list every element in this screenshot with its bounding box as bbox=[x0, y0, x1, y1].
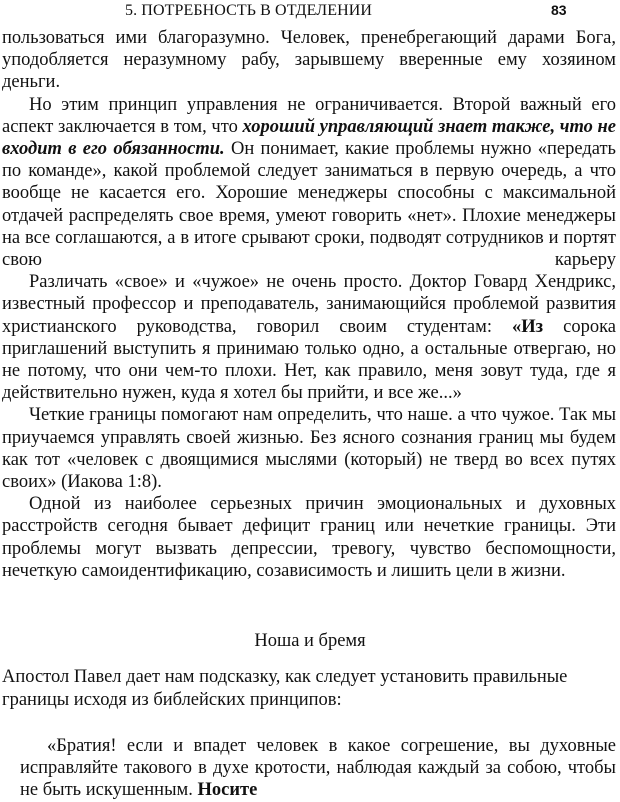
paragraph-3 bbox=[2, 271, 616, 404]
section-intro: Апостол Павел дает нам подсказку, как следует установить правильные границы исходя из библейских принципов: bbox=[2, 667, 568, 710]
paragraph-2-text-start: Но этим принцип управления не ограничивается. Второй важный его аспект заключается в том, что bbox=[2, 94, 616, 137]
scripture-quote-text: «Братия! если и впадет человек в какое согрешение, вы духовные исправляйте такового в духе кротости, наблюдая каждый за собою, чтобы не быть искушенным. bbox=[20, 736, 616, 801]
paragraph-1-text: пользоваться ими благоразумно. Человек, пренебрегающий дарами Бога, уподобляется неразумному рабу, зарывшему вверенные ему хозяином деньги. bbox=[2, 28, 616, 93]
paragraph-5-text: Одной из наиболее серьезных причин эмоциональных и духовных расстройств сегодня бывает дефицит границ или нечеткие границы. Эти проблемы могут вызвать депрессии, тревогу, чувство беспомощности, нечеткую самоидентификацию, созависимость и лишить цели в жизни. bbox=[2, 494, 616, 581]
scripture-quote-strong: Носите bbox=[197, 780, 258, 801]
paragraph-2-text-end: Он понимает, какие проблемы нужно «передать по команде», какой проблемой следует заниматься в первую очередь, а что вообще не касается его. Хорошие менеджеры способны с максимальной отдачей распределять свое время, умеют говорить «нет». Плохие менеджеры на все соглашаются, а в итоге срывают сроки, подводят сотрудников и портят свою карьеру bbox=[2, 139, 616, 271]
paragraph-5 bbox=[2, 493, 616, 582]
scripture-quote bbox=[20, 735, 616, 802]
body-text bbox=[2, 27, 616, 582]
chapter-title: 5. ПОТРЕБНОСТЬ В ОТДЕЛЕНИИ bbox=[125, 2, 373, 19]
page-number: 83 bbox=[551, 2, 567, 18]
paragraph-1 bbox=[2, 27, 616, 94]
paragraph-2-emphasis: хороший управляющий знает также, что не входит в его обязанности. bbox=[2, 116, 616, 160]
paragraph-3-text-end: сорока приглашений выступить я принимаю только одно, а остальные отвергаю, но не потому, что они чем-то плохи. Нет, как правило, меня зовут туда, где я действительно нужен, куда я хотел бы прийти, и все же...» bbox=[2, 316, 616, 404]
section-heading: Ноша и бремя bbox=[254, 631, 366, 651]
paragraph-4 bbox=[2, 404, 616, 493]
running-header bbox=[0, 2, 620, 24]
paragraph-2 bbox=[2, 94, 616, 272]
paragraph-3-strong: «Из bbox=[512, 316, 544, 337]
paragraph-3-text-start: Различать «свое» и «чужое» не очень просто. Доктор Говард Хендрикс, известный профессор и преподаватель, занимающийся проблемой развития христианского руководства, говорил своим студентам: bbox=[2, 272, 616, 337]
paragraph-4-text: Четкие границы помогают нам определить, что наше. а что чужое. Так мы приучаемся управлять своей жизнью. Без ясного сознания границ мы будем как тот «человек с двоящимися мыслями (который) не тверд во всех путях своих» (Иакова 1:8). bbox=[2, 405, 616, 493]
